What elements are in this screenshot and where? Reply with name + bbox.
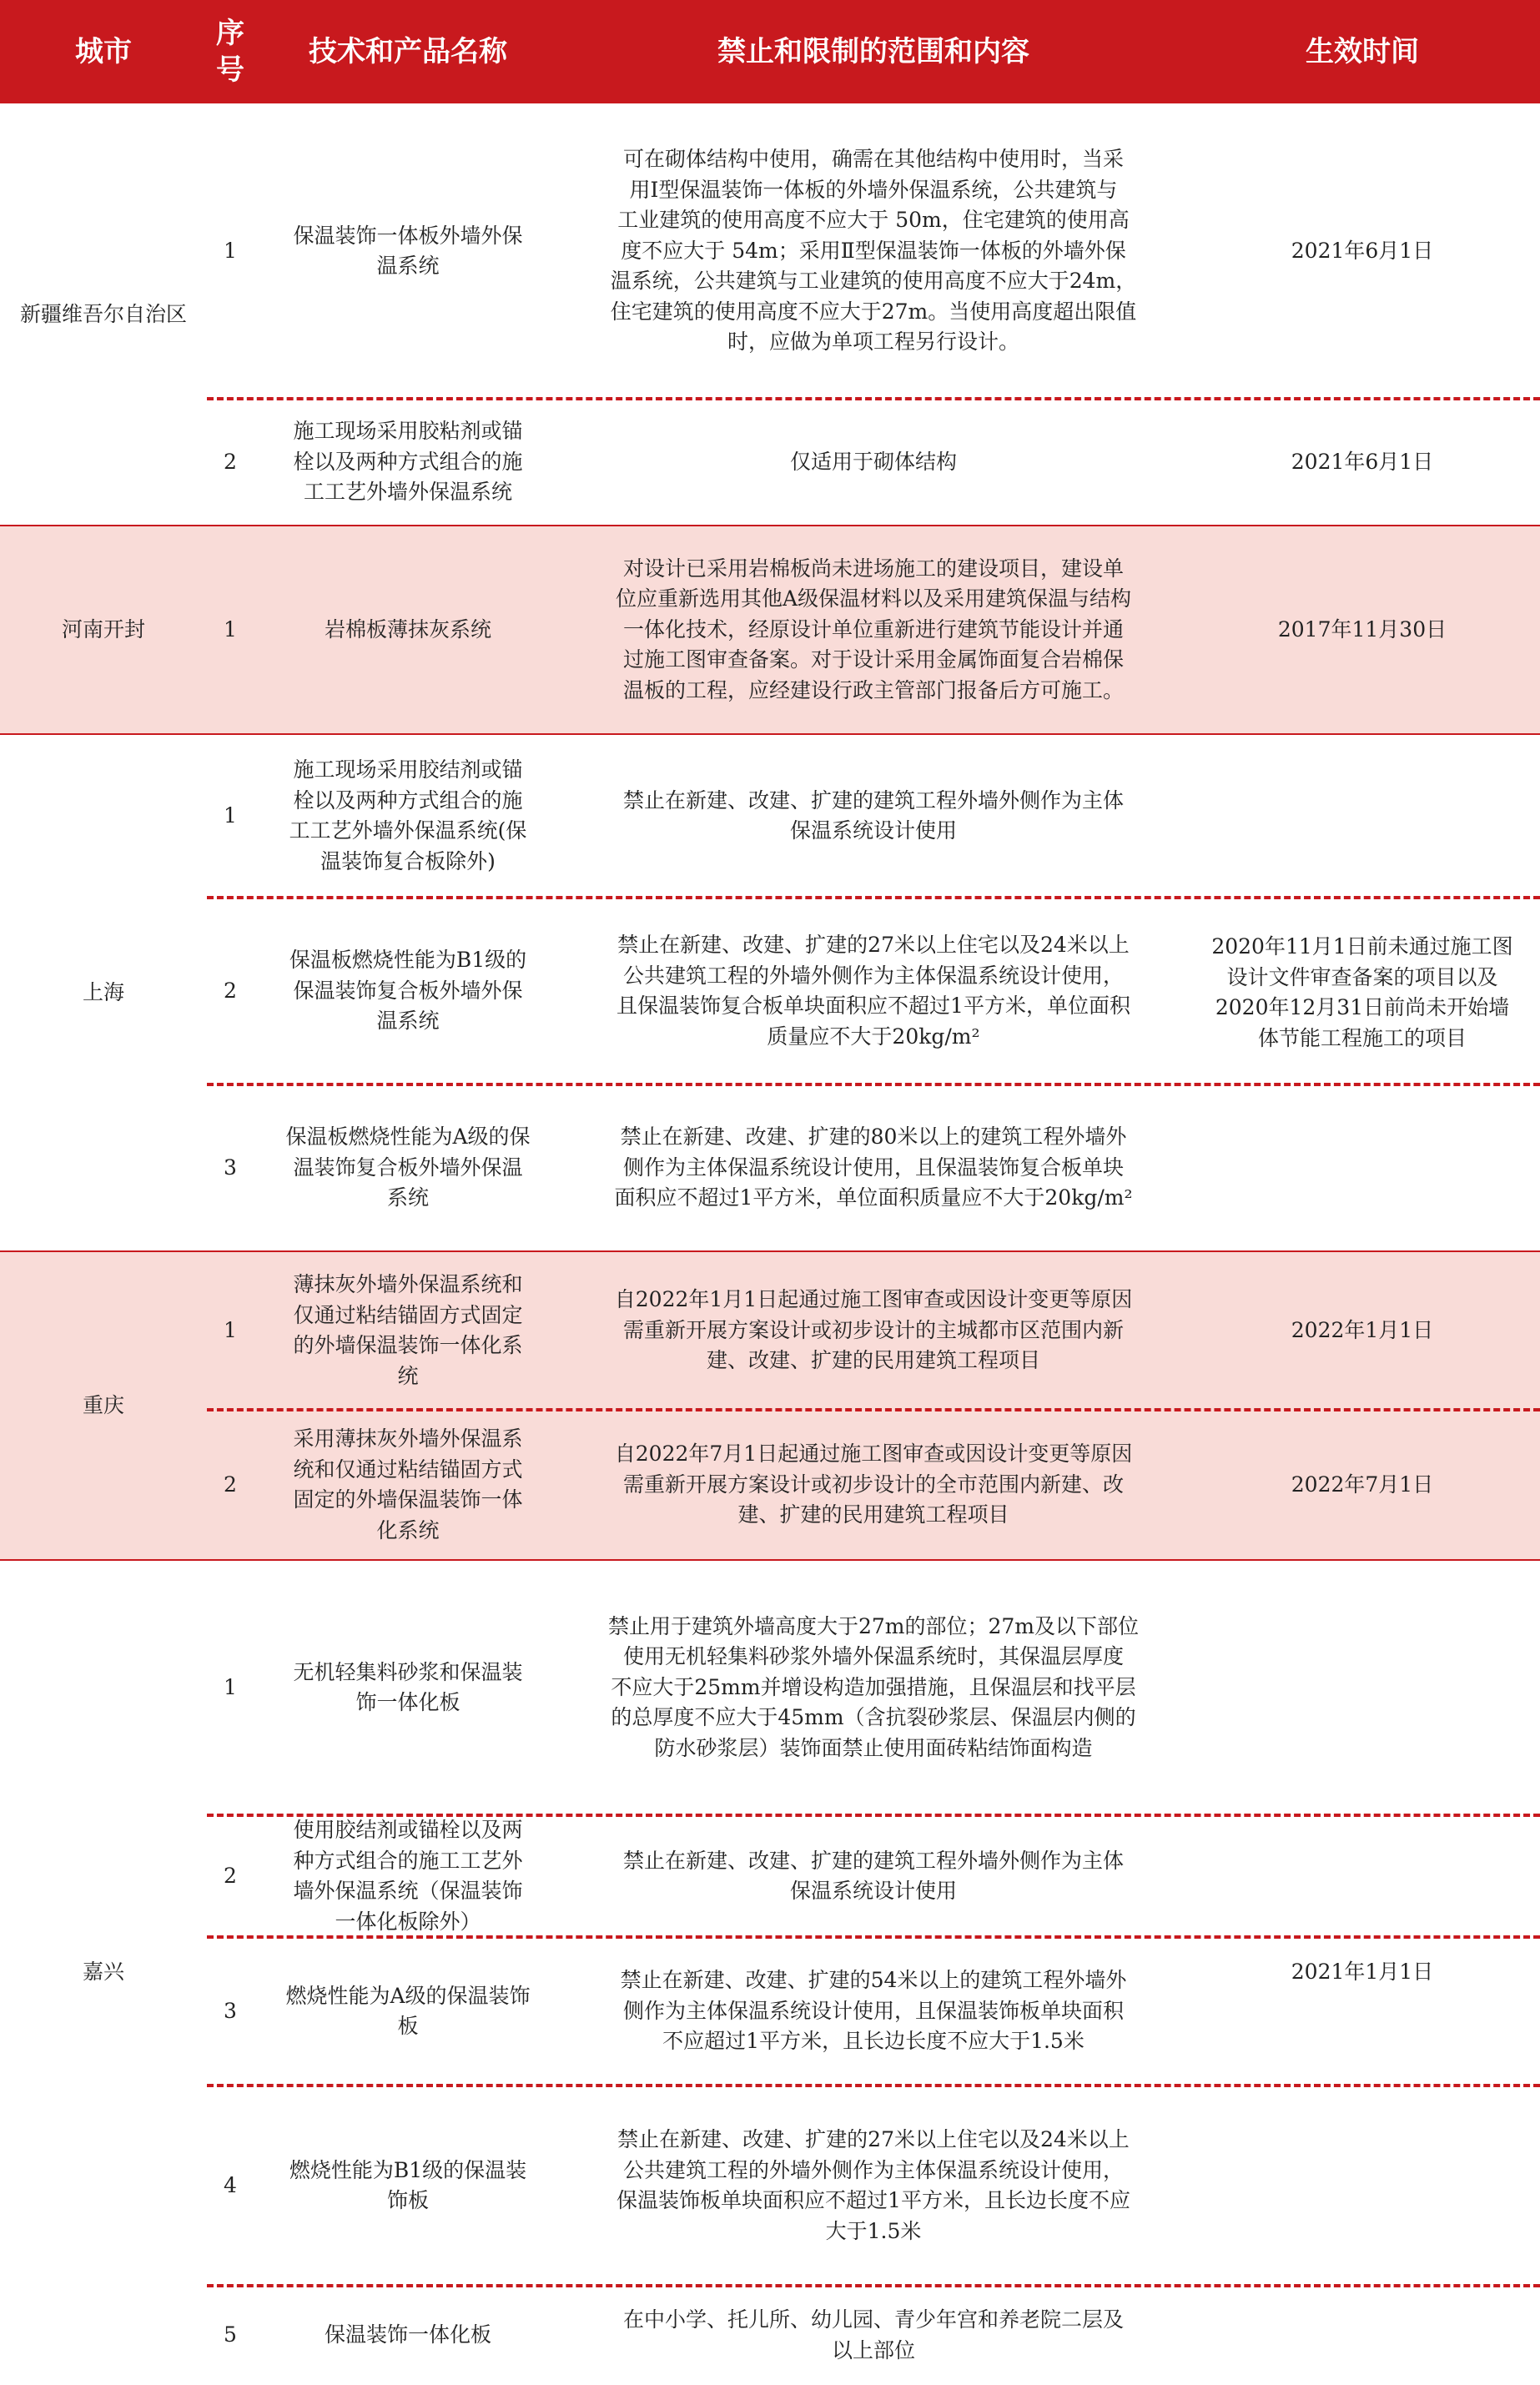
text-line: 保温系统设计使用 [789,818,957,843]
product-name [254,1937,562,2086]
row-divider-dashed [207,397,1540,400]
text-line: 禁止用于建筑外墙高度大于27m的部位；27m及以下部位 [607,1613,1140,1638]
cell-lines [611,144,1137,358]
text-line: 位应重新选用其他A级保温材料以及采用建筑保温与结构 [615,586,1132,611]
row-number: 1 [224,1317,237,1342]
cell-lines [617,2125,1130,2247]
row-number: 2 [224,978,237,1003]
text-line: 无机轻集料砂浆和保温装 [293,1659,523,1684]
cell-lines [285,1981,530,2042]
text-line: 可在砌体结构中使用，确需在其他结构中使用时，当采 [622,147,1124,172]
text-line: 公共建筑工程的外墙外侧作为主体保温系统设计使用， [622,2157,1124,2182]
cell-lines [293,1658,522,1718]
cell-lines [617,930,1130,1052]
text-line: 质量应不大于20kg/m² [767,1024,980,1049]
product-name [254,1815,562,1937]
text-line: 侧作为主体保温系统设计使用，且保温装饰复合板单块 [622,1155,1124,1180]
text-line: 饰一体化板 [355,1690,460,1714]
text-line: 板 [397,2014,419,2038]
group-divider [0,525,1540,526]
product-name [254,103,562,399]
text-line: 防水砂浆层）装饰面禁止使用面砖粘结饰面构造 [654,1735,1093,1760]
restriction-scope [562,1410,1185,1560]
text-line: 固定的外墙保温装饰一体 [293,1487,523,1512]
text-line: 禁止在新建、改建、扩建的建筑工程外墙外侧作为主体 [622,1848,1124,1873]
row-divider-dashed [207,1408,1540,1411]
group-divider [0,733,1540,735]
cell-lines [623,1846,1124,1907]
product-name [254,898,562,1084]
text-line: 仅通过粘结锚固方式固定 [293,1302,523,1327]
cell-lines [621,1965,1127,2057]
text-line: 禁止在新建、改建、扩建的27米以上住宅以及24米以上 [617,2127,1130,2151]
row-number: 2 [224,1863,237,1888]
text-line: 系统 [386,1185,429,1210]
header-no-line2: 号 [216,53,244,87]
text-line: 施工现场采用胶粘剂或锚 [293,419,523,444]
header-no-line1: 序 [216,17,244,50]
text-line: 使用胶结剂或锚栓以及两 [293,1818,523,1842]
cell-lines [616,554,1131,707]
row-number: 2 [224,449,237,474]
product-name [254,2286,562,2385]
text-line: 一体化技术，经原设计单位重新进行建筑节能设计并通 [622,616,1124,642]
city-cell: 上海 [82,979,124,1004]
text-line: 温系统 [376,254,440,278]
row-number: 4 [224,2172,237,2197]
text-line: 面积应不超过1平方米，单位面积质量应不大于20kg/m² [614,1185,1133,1210]
effective-date-cell: 2021年6月1日 [1291,449,1434,474]
product-name [254,1410,562,1560]
restriction-scope [562,1560,1185,1815]
text-line: 设计文件审查备案的项目以及 [1226,964,1498,989]
cell-lines [325,2320,491,2351]
text-line: 温系统，公共建筑与工业建筑的使用高度不应大于24m， [610,269,1137,294]
row-divider-dashed [207,1814,1540,1817]
text-line: 仅适用于砌体结构 [789,449,957,474]
cell-lines [289,945,526,1037]
text-line: 用Ⅰ型保温装饰一体板的外墙外保温系统，公共建筑与 [629,177,1118,202]
row-number: 1 [224,1674,237,1699]
text-line: 化系统 [376,1517,440,1542]
effective-date-cell: 2017年11月30日 [1277,616,1447,642]
product-name [254,2086,562,2286]
text-line: 体节能工程施工的项目 [1257,1025,1467,1050]
cell-lines [1211,932,1512,1054]
text-line: 施工现场采用胶结剂或锚 [293,757,523,782]
product-name [254,1251,562,1410]
text-line: 不应超过1平方米，且长边长度不应大于1.5米 [662,2029,1085,2054]
cell-lines [790,447,957,478]
header-scope: 禁止和限制的范围和内容 [717,35,1029,68]
row-number: 1 [224,238,237,263]
product-name [254,1560,562,1815]
text-line: 禁止在新建、改建、扩建的27米以上住宅以及24米以上 [617,933,1130,957]
effective-date-cell: 2022年7月1日 [1291,1472,1434,1497]
cell-lines [623,2305,1124,2366]
header-name: 技术和产品名称 [309,35,507,68]
cell-lines [293,416,522,508]
cell-lines [615,1285,1132,1376]
text-line: 禁止在新建、改建、扩建的54米以上的建筑工程外墙外 [620,1968,1127,1993]
restriction-scope [562,1251,1185,1410]
row-number: 2 [224,1472,237,1497]
header-no [207,0,254,103]
product-name [254,1084,562,1251]
text-line: 对设计已采用岩棉板尚未进场施工的建设项目，建设单 [622,556,1124,581]
table-header [0,0,1540,103]
text-line: 侧作为主体保温系统设计使用，且保温装饰板单块面积 [622,1998,1124,2023]
header-city: 城市 [75,35,132,68]
restriction-scope [562,399,1185,526]
text-line: 过施工图审查备案。对于设计采用金属饰面复合岩棉保 [622,647,1124,672]
row-divider-dashed [207,2284,1540,2287]
effective-date-cell [1185,734,1540,1251]
row-divider-dashed [207,2084,1540,2087]
text-line: 工工艺外墙外保温系统 [303,480,512,505]
text-line: 薄抹灰外墙外保温系统和 [293,1272,523,1296]
text-line: 2020年12月31日前尚未开始墙 [1215,995,1510,1019]
restriction-scope [562,734,1185,898]
text-line: 温板的工程，应经建设行政主管部门报备后方可施工。 [622,677,1124,702]
cell-lines [608,1612,1139,1764]
restriction-scope [562,526,1185,734]
text-line: 保温装饰复合板外墙外保 [293,978,523,1003]
text-line: 大于1.5米 [825,2218,922,2243]
group-divider [0,1559,1540,1561]
text-line: 使用无机轻集料砂浆外墙外保温系统时，其保温层厚度 [622,1644,1124,1669]
text-line: 建、改建、扩建的民用建筑工程项目 [706,1348,1040,1373]
cell-lines [289,755,527,877]
product-name [254,734,562,898]
text-line: 保温板燃烧性能为A级的保 [285,1125,531,1150]
text-line: 温装饰复合板外墙外保温 [293,1155,523,1180]
text-line: 的总厚度不应大于45mm（含抗裂砂浆层、保温层内侧的 [611,1705,1136,1730]
text-line: 需重新开展方案设计或初步设计的主城都市区范围内新 [622,1317,1124,1342]
text-line: 保温板燃烧性能为B1级的 [289,948,527,973]
city-cell: 河南开封 [61,616,145,642]
text-line: 禁止在新建、改建、扩建的建筑工程外墙外侧作为主体 [622,787,1124,813]
row-number: 3 [224,1155,237,1180]
text-line: 一体化板除外） [335,1909,481,1934]
text-line: 时，应做为单项工程另行设计。 [727,330,1019,355]
row-number: 5 [224,2322,237,2347]
text-line: 住宅建筑的使用高度不应大于27m。当使用高度超出限值 [610,299,1137,324]
restriction-scope [562,1937,1185,2086]
product-name [254,526,562,734]
product-name [254,399,562,526]
cell-lines [293,221,522,282]
text-line: 不应大于25mm并增设构造加强措施，且保温层和找平层 [611,1674,1136,1699]
text-line: 自2022年7月1日起通过施工图审查或因设计变更等原因 [614,1442,1133,1467]
text-line: 且保温装饰复合板单块面积应不超过1平方米，单位面积 [617,994,1130,1018]
text-line: 度不应大于 54m；采用Ⅱ型保温装饰一体板的外墙外保 [621,238,1126,263]
effective-date-cell: 2022年1月1日 [1291,1317,1434,1342]
restriction-scope [562,1084,1185,1251]
city-cell: 重庆 [82,1392,124,1417]
text-line: 保温装饰一体化板 [324,2322,491,2347]
row-number: 1 [224,616,237,642]
text-line: 2020年11月1日前未通过施工图 [1211,934,1513,959]
restriction-scope [562,898,1185,1084]
cell-lines [615,1439,1132,1531]
cell-lines [325,615,491,646]
restriction-scope [562,103,1185,399]
text-line: 饰板 [386,2188,429,2212]
cell-lines [285,1122,530,1214]
text-line: 自2022年1月1日起通过施工图审查或因设计变更等原因 [614,1287,1133,1312]
text-line: 栓以及两种方式组合的施 [293,787,523,813]
effective-date-cell: 2021年1月1日 [1291,1960,1434,1985]
text-line: 保温系统设计使用 [789,1879,957,1903]
cell-lines [293,1815,522,1937]
text-line: 统 [397,1363,419,1388]
text-line: 燃烧性能为A级的保温装饰 [285,1983,531,2008]
text-line: 保温装饰板单块面积应不超过1平方米，且长边长度不应 [617,2188,1130,2212]
cell-lines [623,786,1124,847]
text-line: 工业建筑的使用高度不应大于 50m，住宅建筑的使用高 [617,208,1130,233]
header-date: 生效时间 [1306,35,1419,68]
cell-lines [289,2156,526,2216]
text-line: 建、扩建的民用建筑工程项目 [737,1502,1009,1527]
row-divider-dashed [207,1083,1540,1086]
text-line: 以上部位 [831,2337,915,2362]
text-line: 禁止在新建、改建、扩建的80米以上的建筑工程外墙外 [620,1125,1127,1150]
restriction-scope [562,2286,1185,2385]
text-line: 墙外保温系统（保温装饰 [293,1879,523,1903]
text-line: 采用薄抹灰外墙外保温系 [293,1426,523,1451]
city-cell: 嘉兴 [82,1960,124,1985]
text-line: 统和仅通过粘结锚固方式 [293,1457,523,1482]
text-line: 公共建筑工程的外墙外侧作为主体保温系统设计使用， [622,963,1124,988]
restriction-scope [562,2086,1185,2286]
text-line: 燃烧性能为B1级的保温装 [289,2157,527,2182]
text-line: 栓以及两种方式组合的施 [293,449,523,474]
restriction-scope [562,1815,1185,1937]
effective-date-cell: 2021年6月1日 [1291,238,1434,263]
cell-lines [293,1270,522,1391]
text-line: 种方式组合的施工工艺外 [293,1848,523,1873]
cell-lines [614,1122,1132,1214]
text-line: 工工艺外墙外保温系统(保 [289,818,527,843]
row-divider-dashed [207,896,1540,899]
text-line: 在中小学、托儿所、幼儿园、青少年宫和养老院二层及 [622,2307,1124,2332]
text-line: 温系统 [376,1009,440,1034]
city-cell: 新疆维吾尔自治区 [19,301,187,326]
text-line: 的外墙保温装饰一体化系 [293,1333,523,1357]
text-line: 岩棉板薄抹灰系统 [324,616,491,642]
text-line: 保温装饰一体板外墙外保 [293,223,523,248]
row-divider-dashed [207,1935,1540,1939]
text-line: 温装饰复合板除外) [320,848,496,873]
cell-lines [293,1424,522,1546]
group-divider [0,1250,1540,1252]
row-number: 3 [224,1998,237,2023]
row-number: 1 [224,803,237,828]
text-line: 需重新开展方案设计或初步设计的全市范围内新建、改 [622,1472,1124,1497]
